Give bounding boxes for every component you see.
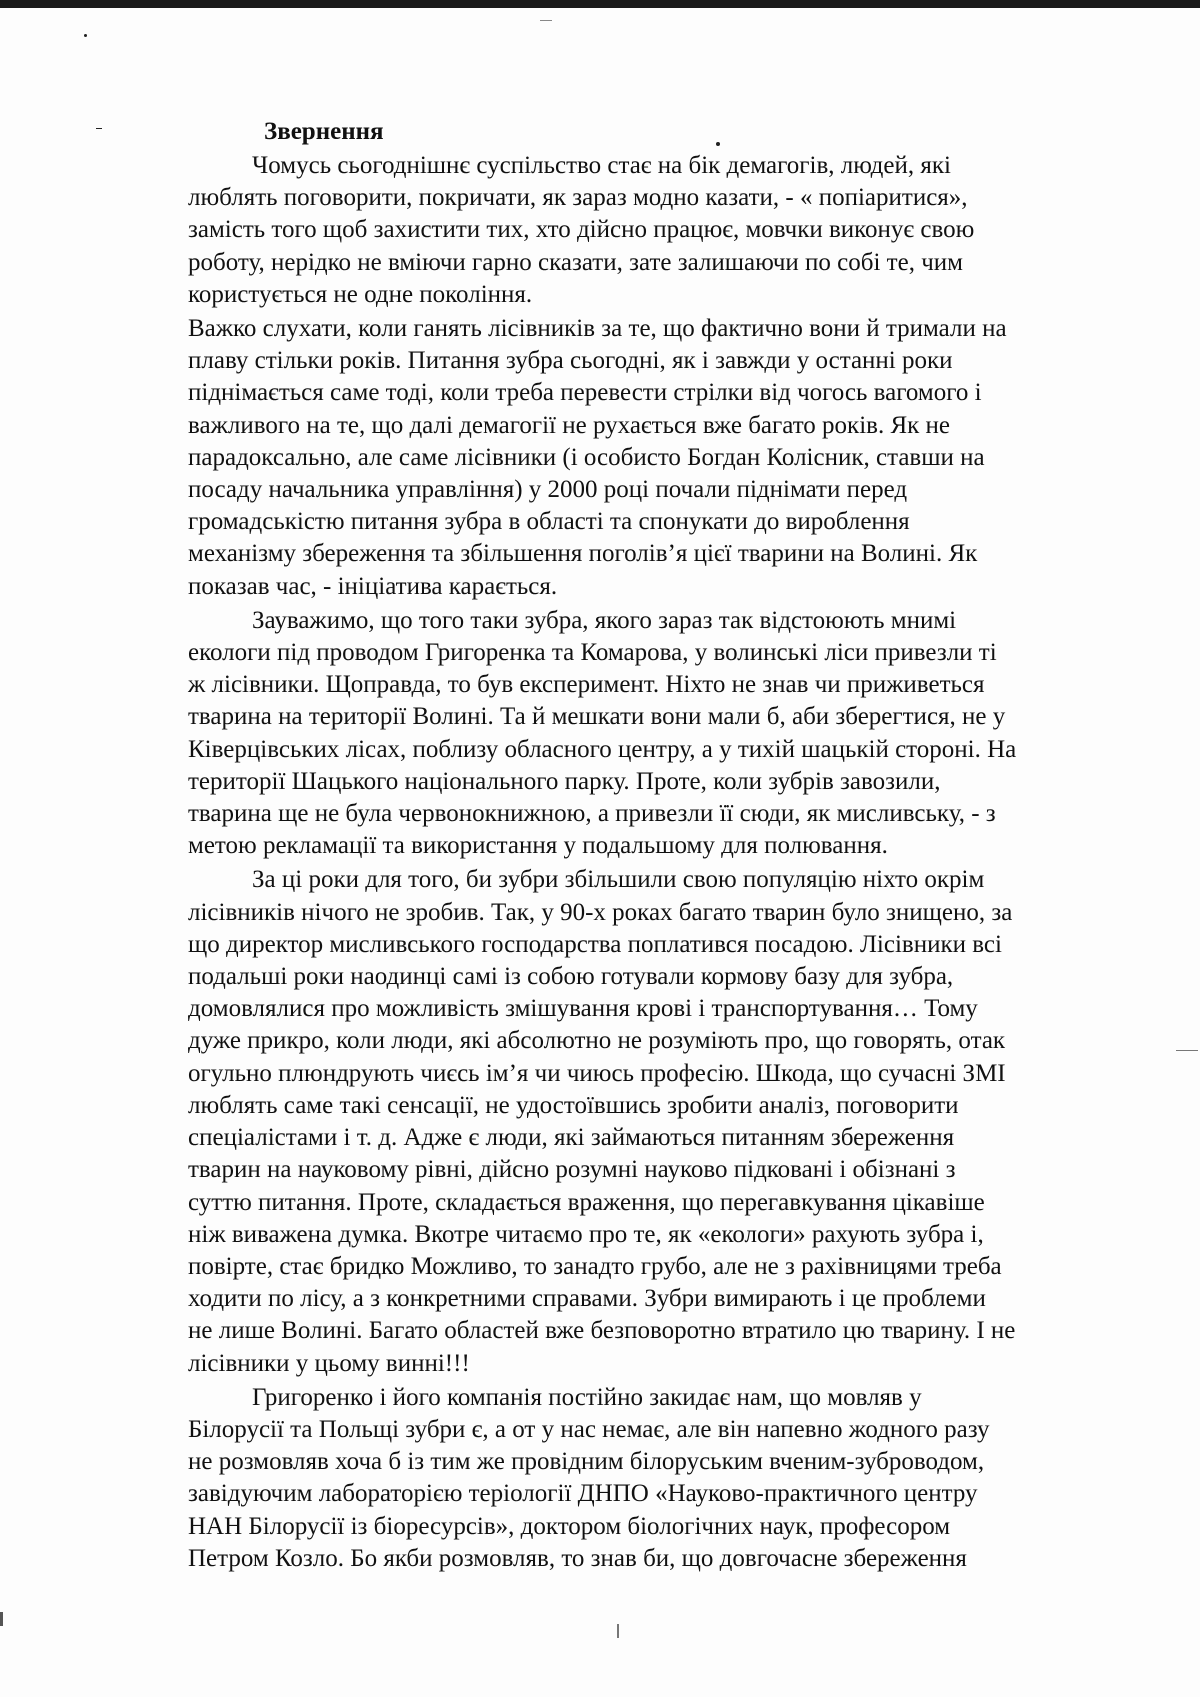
text-line: домовлялися про можливість змішування крові і транспортування… Тому [188, 995, 978, 1023]
text-line: тварина на території Волині. Та й мешкати вони мали б, аби зберегтися, не у [188, 703, 1006, 731]
text-line: екологи під проводом Григоренка та Комарова, у волинські ліси привезли ті [188, 639, 997, 667]
text-line: Ківерцівських лісах, поблизу обласного центру, а у тихій шацькій стороні. На [188, 735, 1017, 763]
text-line: тварина ще не була червонокнижною, а привезли її сюди, як мисливську, - з [188, 800, 996, 828]
text-line: ніж виважена думка. Вкотре читаємо про те, як «екологи» рахують зубра і, [188, 1220, 984, 1248]
text-line: метою рекламації та використання у подальшому для полювання. [188, 832, 888, 860]
text-line: Петром Козло. Бо якби розмовляв, то знав би, що довгочасне збереження [188, 1544, 967, 1572]
text-line: Важко слухати, коли ганять лісівників за те, що фактично вони й тримали на [188, 315, 1007, 343]
scan-speck [84, 34, 87, 37]
scan-speck [1176, 1050, 1198, 1051]
text-line: плаву стільки років. Питання зубра сьогодні, як і завжди у останні роки [188, 347, 953, 375]
text-line: Білорусії та Польщі зубри є, а от у нас немає, але він напевно жодного разу [188, 1415, 990, 1443]
text-line: подальші роки наодинці самі із собою готували кормову базу для зубра, [188, 963, 954, 991]
text-line: механізму збереження та збільшення поголів’я цієї тварини на Волині. Як [188, 540, 978, 568]
text-line: Чомусь сьогоднішнє суспільство стає на бік демагогів, людей, які [252, 152, 951, 179]
text-line: повірте, стає бридко Можливо, то занадто грубо, але не з рахівницями треба [188, 1252, 1002, 1280]
text-line: ходити по лісу, а з конкретними справами. Зубри вимирають і це проблеми [188, 1285, 986, 1313]
text-line: піднімається саме тоді, коли треба перевести стрілки від чогось вагомого і [188, 379, 982, 407]
text-line: показав час, - ініціатива карається. [188, 572, 558, 600]
text-line: що директор мисливського господарства поплатився посадою. Лісівники всі [188, 930, 1002, 958]
paragraph [188, 150, 1118, 311]
text-line: користується не одне покоління. [188, 280, 533, 308]
text-line: громадськістю питання зубра в області та спонукати до вироблення [188, 508, 910, 536]
page-footer-mark [617, 1624, 619, 1638]
text-line: замість того щоб захистити тих, хто дійсно працює, мовчки виконує свою [188, 216, 975, 244]
text-line: огульно плюндрують чиєсь ім’я чи чиюсь професію. Шкода, що сучасні ЗМІ [188, 1059, 1006, 1087]
paragraph-list [188, 150, 1118, 1575]
text-line: люблять саме такі сенсації, не удостоївшись зробити аналіз, поговорити [188, 1091, 959, 1119]
text-line: дуже прикро, коли люди, які абсолютно не розуміють про, що говорять, отак [188, 1027, 1006, 1055]
scan-speck [540, 20, 552, 21]
text-line: території Шацького національного парку. Проте, коли зубрів завозили, [188, 767, 941, 795]
text-line: Григоренко і його компанія постійно закидає нам, що мовляв у [252, 1383, 922, 1411]
text-line: роботу, нерідко не вміючи гарно сказати, зате залишаючи по собі те, чим [188, 248, 963, 276]
text-line: парадоксально, але саме лісівники (і особисто Богдан Колісник, ставши на [188, 443, 985, 471]
text-line: ж лісівники. Щоправда, то був експеримент. Ніхто не знав чи приживеться [188, 671, 985, 699]
paragraph [188, 1382, 1118, 1575]
paragraph [188, 313, 1118, 603]
text-line: Зауважимо, що того таки зубра, якого зараз так відстоюють мнимі [252, 606, 957, 634]
document-heading: Звернення [264, 118, 384, 145]
text-line: спеціалістами і т. д. Адже є люди, які займаються питанням збереження [188, 1124, 955, 1152]
scan-speck [0, 1612, 3, 1626]
paragraph [188, 864, 1118, 1379]
text-line: люблять поговорити, покричати, як зараз модно казати, - « попіаритися», [188, 184, 968, 212]
text-line: суттю питання. Проте, складається враження, що перегавкування цікавіше [188, 1188, 985, 1216]
scan-speck [96, 128, 102, 129]
scan-top-edge [0, 0, 1200, 8]
text-line: завідуючим лабораторією теріології ДНПО «Науково-практичного центру [188, 1480, 978, 1508]
text-line: посаду начальника управління) у 2000 році почали піднімати перед [188, 476, 908, 504]
paragraph [188, 605, 1118, 863]
text-line: тварин на науковому рівні, дійсно розумні науково підковані і обізнані з [188, 1156, 956, 1184]
text-line: не лише Волині. Багато областей вже безповоротно втратило цю тварину. І не [188, 1317, 1016, 1345]
text-line: НАН Білорусії із біоресурсів», доктором біологічних наук, професором [188, 1512, 951, 1540]
text-line: лісівники у цьому винні!!! [188, 1349, 470, 1377]
text-line: За ці роки для того, би зубри збільшили свою популяцію ніхто окрім [252, 866, 985, 894]
letter-body [188, 116, 1118, 1575]
text-line: лісівників нічого не зробив. Так, у 90-х роках багато тварин було знищено, за [188, 898, 1013, 926]
text-line: важливого на те, що далі демагогії не рухається вже багато років. Як не [188, 411, 950, 439]
text-line: не розмовляв хоча б із тим же провідним білоруським вченим-зуброводом, [188, 1448, 985, 1476]
